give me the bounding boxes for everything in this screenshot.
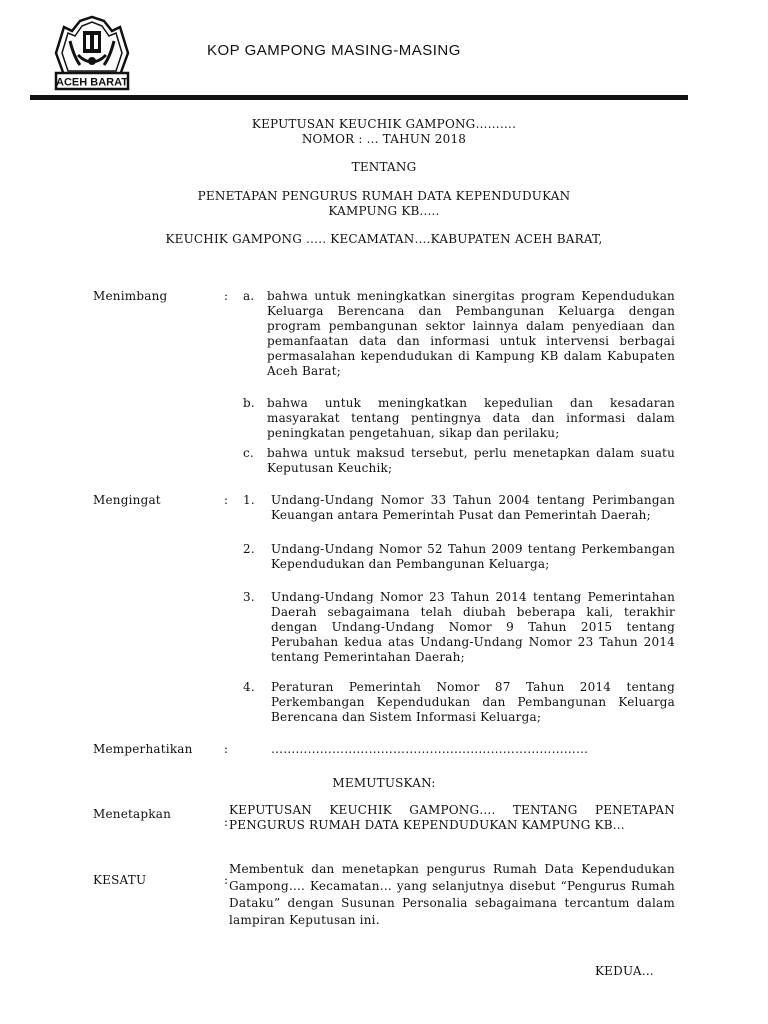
menimbang-marker-a: a.: [243, 289, 255, 303]
memutuskan-heading: MEMUTUSKAN:: [332, 776, 436, 790]
menimbang-label: Menimbang: [93, 289, 168, 303]
tentang-heading: TENTANG: [351, 160, 417, 174]
decree-number: NOMOR : ... TAHUN 2018: [301, 132, 467, 146]
kesatu-label: KESATU: [93, 873, 147, 887]
decree-subject-line1: PENETAPAN PENGURUS RUMAH DATA KEPENDUDUKAN: [197, 189, 571, 203]
menimbang-marker-c: c.: [243, 446, 254, 460]
menimbang-colon: :: [224, 289, 229, 303]
decree-title: KEPUTUSAN KEUCHIK GAMPONG……….: [251, 117, 517, 131]
memperhatikan-label: Memperhatikan: [93, 742, 193, 756]
mengingat-item-1: Undang-Undang Nomor 33 Tahun 2004 tentang Perimbangan Keuangan antara Pemerintah Pusat dan Pemerintah Daerah;: [271, 493, 675, 522]
mengingat-marker-2: 2.: [243, 542, 255, 556]
menimbang-marker-b: b.: [243, 396, 255, 410]
letterhead-divider: [30, 95, 688, 100]
menetapkan-label: Menetapkan: [93, 807, 172, 821]
menimbang-item-a: bahwa untuk meningkatkan sinergitas program Kependudukan Keluarga Berencana dan Pembangunan Keluarga dengan program pembangunan sektor lainnya dalam penyediaan dan pemanfaatan data dan informasi untuk intervensi berbagai permasalahan kependudukan di Kampung KB dalam Kabupaten Aceh Barat;: [267, 289, 675, 378]
mengingat-marker-1: 1.: [243, 493, 255, 507]
letterhead-title: KOP GAMPONG MASING-MASING: [207, 42, 461, 59]
mengingat-item-2: Undang-Undang Nomor 52 Tahun 2009 tentang Perkembangan Kependudukan dan Pembangunan Keluarga;: [271, 542, 675, 571]
menimbang-item-b: bahwa untuk meningkatkan kepedulian dan kesadaran masyarakat tentang pentingnya data dan informasi dalam peningkatan pengetahuan, sikap dan perilaku;: [267, 396, 675, 440]
emblem-text: ACEH BARAT: [56, 76, 128, 89]
aceh-barat-emblem: [50, 13, 134, 93]
menetapkan-text: KEPUTUSAN KEUCHIK GAMPONG…. TENTANG PENETAPAN PENGURUS RUMAH DATA KEPENDUDUKAN KAMPUNG KB...: [229, 803, 675, 832]
mengingat-marker-4: 4.: [243, 680, 255, 694]
memperhatikan-colon: :: [224, 742, 229, 756]
mengingat-label: Mengingat: [93, 493, 161, 507]
menetapkan-colon: :: [224, 815, 229, 829]
kesatu-text: Membentuk dan menetapkan pengurus Rumah Data Kependudukan Gampong…. Kecamatan… yang selanjutnya disebut “Pengurus Rumah Dataku” dengan Susunan Personalia sebagaimana tercantum dalam lampiran Keputusan ini.: [229, 862, 675, 927]
kesatu-colon: :: [224, 873, 229, 887]
mengingat-marker-3: 3.: [243, 590, 255, 604]
next-page-marker: KEDUA…: [595, 964, 654, 978]
mengingat-item-4: Peraturan Pemerintah Nomor 87 Tahun 2014 tentang Perkembangan Kependudukan dan Pembangunan Keluarga Berencana dan Sistem Informasi Keluarga;: [271, 680, 675, 724]
decree-subject-line2: KAMPUNG KB.....: [328, 204, 440, 218]
memperhatikan-dots: ……………………………………………………………………: [271, 742, 589, 756]
mengingat-item-3: Undang-Undang Nomor 23 Tahun 2014 tentang Pemerintahan Daerah sebagaimana telah diubah beberapa kali, terakhir dengan Undang-Undang Nomor 9 Tahun 2015 tentang Perubahan kedua atas Undang-Undang Nomor 23 Tahun 2014 tentang Pemerintahan Daerah;: [271, 590, 675, 664]
decree-issuer: KEUCHIK GAMPONG ….. KECAMATAN….KABUPATEN ACEH BARAT,: [165, 232, 603, 246]
menimbang-item-c: bahwa untuk maksud tersebut, perlu menetapkan dalam suatu Keputusan Keuchik;: [267, 446, 675, 475]
mengingat-colon: :: [224, 493, 229, 507]
